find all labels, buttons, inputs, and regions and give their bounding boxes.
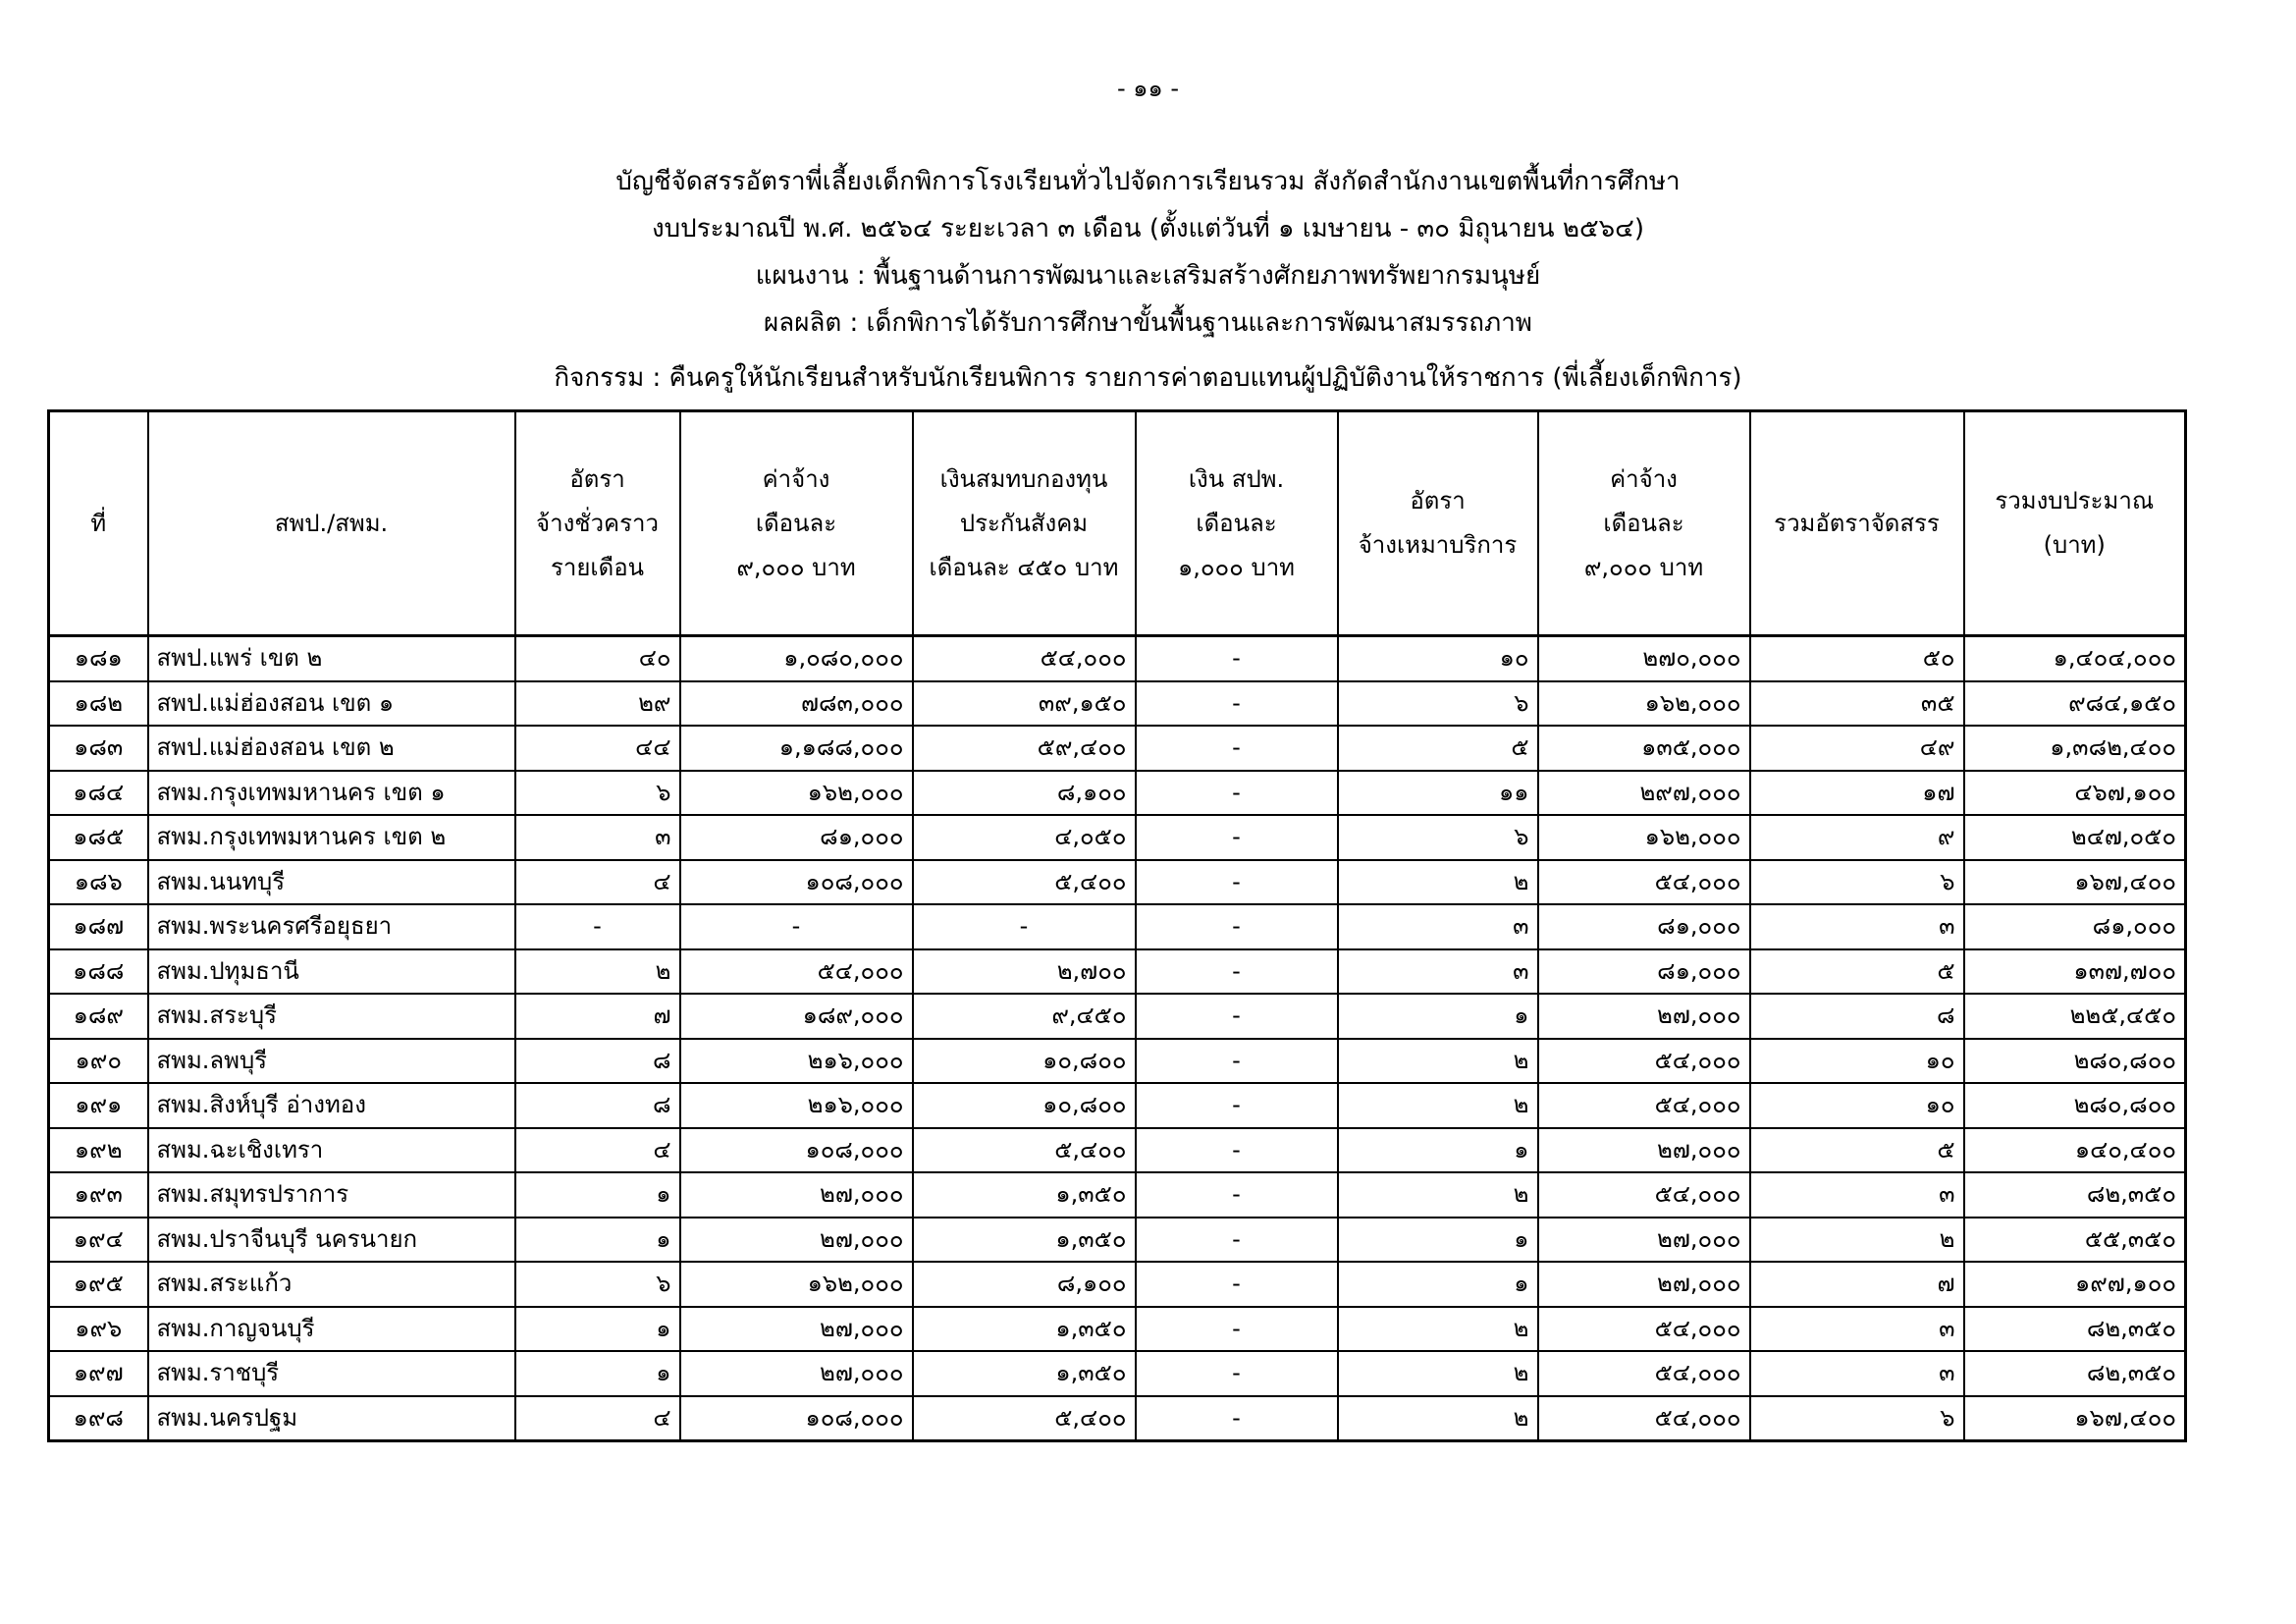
cell-col-temp-rate: ๑ <box>515 1218 680 1263</box>
table-row <box>49 904 2186 949</box>
cell-col-social-security: ๓๙,๑๕๐ <box>913 681 1136 727</box>
cell-col-total-rate: ๓ <box>1750 1351 1964 1396</box>
header-col-total-rate <box>1750 411 1964 636</box>
cell-col-office: สพป.แม่ฮ่องสอน เขต ๒ <box>148 726 515 771</box>
cell-col-service-rate: ๑ <box>1338 1218 1538 1263</box>
table-header <box>49 411 2186 636</box>
cell-col-temp-wage: ๑๖๒,๐๐๐ <box>680 771 913 816</box>
table-row <box>49 1351 2186 1396</box>
cell-col-spp-fund: - <box>1136 1083 1338 1128</box>
cell-col-office: สพม.กาญจนบุรี <box>148 1307 515 1352</box>
cell-col-total-budget: ๒๘๐,๘๐๐ <box>1964 1083 2186 1128</box>
cell-col-temp-rate: ๔ <box>515 860 680 905</box>
budget-period: งบประมาณปี พ.ศ. ๒๕๖๔ ระยะเวลา ๓ เดือน (ตั้งแต่วันที่ ๑ เมษายน - ๓๐ มิถุนายน ๒๕๖๔) <box>651 214 1644 244</box>
cell-col-temp-wage: ๗๘๓,๐๐๐ <box>680 681 913 727</box>
cell-col-total-budget: ๑๖๗,๔๐๐ <box>1964 860 2186 905</box>
page-number: - ๑๑ - <box>1116 75 1180 102</box>
cell-col-total-budget: ๕๕,๓๕๐ <box>1964 1218 2186 1263</box>
cell-col-total-rate: ๙ <box>1750 815 1964 860</box>
cell-col-temp-wage: ๒๑๖,๐๐๐ <box>680 1083 913 1128</box>
header-line: ๑,๐๐๐ บาท <box>1178 553 1295 581</box>
header-line: ๙,๐๐๐ บาท <box>736 553 856 581</box>
cell-col-temp-rate: ๑ <box>515 1307 680 1352</box>
cell-col-social-security: ๑,๓๕๐ <box>913 1307 1136 1352</box>
cell-col-social-security: ๕,๔๐๐ <box>913 1396 1136 1441</box>
cell-col-service-wage: ๕๔,๐๐๐ <box>1538 1307 1750 1352</box>
cell-col-total-rate: ๒ <box>1750 1218 1964 1263</box>
cell-col-social-security: ๑,๓๕๐ <box>913 1218 1136 1263</box>
table-row <box>49 1218 2186 1263</box>
header-line: เดือนละ <box>1196 509 1277 537</box>
cell-col-total-budget: ๒๘๐,๘๐๐ <box>1964 1039 2186 1084</box>
cell-col-service-wage: ๕๔,๐๐๐ <box>1538 1396 1750 1441</box>
cell-col-service-rate: ๖ <box>1338 681 1538 727</box>
cell-col-service-wage: ๑๖๒,๐๐๐ <box>1538 815 1750 860</box>
cell-col-service-rate: ๑๐ <box>1338 636 1538 681</box>
cell-col-temp-wage: - <box>680 904 913 949</box>
cell-col-service-rate: ๒ <box>1338 1396 1538 1441</box>
cell-col-total-rate: ๖ <box>1750 1396 1964 1441</box>
cell-col-total-rate: ๓ <box>1750 904 1964 949</box>
cell-col-spp-fund: - <box>1136 1262 1338 1307</box>
cell-col-total-rate: ๓ <box>1750 1172 1964 1218</box>
table-body <box>49 636 2186 1441</box>
cell-col-total-rate: ๑๐ <box>1750 1083 1964 1128</box>
header-line: เงิน สปพ. <box>1188 464 1285 493</box>
table-row <box>49 1172 2186 1218</box>
cell-col-total-budget: ๔๖๗,๑๐๐ <box>1964 771 2186 816</box>
cell-col-service-wage: ๕๔,๐๐๐ <box>1538 1083 1750 1128</box>
cell-col-office: สพป.แพร่ เขต ๒ <box>148 636 515 681</box>
cell-col-social-security: ๑,๓๕๐ <box>913 1351 1136 1396</box>
cell-col-temp-rate: ๒ <box>515 949 680 995</box>
cell-col-office: สพม.นครปฐม <box>148 1396 515 1441</box>
header-line: ค่าจ้าง <box>1610 464 1678 493</box>
cell-col-temp-wage: ๑,๐๘๐,๐๐๐ <box>680 636 913 681</box>
activity-line: กิจกรรม : คืนครูให้นักเรียนสำหรับนักเรียนพิการ รายการค่าตอบแทนผู้ปฏิบัติงานให้ราชการ (พี่เลี้ยงเด็กพิการ) <box>554 363 1742 393</box>
cell-col-service-rate: ๖ <box>1338 815 1538 860</box>
cell-col-temp-rate: ๖ <box>515 771 680 816</box>
cell-col-office: สพม.สระบุรี <box>148 994 515 1039</box>
cell-col-total-rate: ๓๕ <box>1750 681 1964 727</box>
header-row <box>49 411 2186 636</box>
header-line: เดือนละ <box>755 509 837 537</box>
cell-col-no: ๑๘๘ <box>49 949 148 995</box>
header-col-no <box>49 411 148 636</box>
cell-col-spp-fund: - <box>1136 681 1338 727</box>
table-row <box>49 1307 2186 1352</box>
cell-col-service-wage: ๕๔,๐๐๐ <box>1538 1039 1750 1084</box>
header-line: สพป./สพม. <box>274 509 389 537</box>
cell-col-spp-fund: - <box>1136 949 1338 995</box>
table-row <box>49 1039 2186 1084</box>
header-line: อัตรา <box>1410 487 1466 514</box>
cell-col-office: สพม.สระแก้ว <box>148 1262 515 1307</box>
header-col-social-security <box>913 411 1136 636</box>
cell-col-spp-fund: - <box>1136 1172 1338 1218</box>
cell-col-office: สพม.ลพบุรี <box>148 1039 515 1084</box>
cell-col-service-wage: ๒๗,๐๐๐ <box>1538 1218 1750 1263</box>
cell-col-temp-rate: ๔ <box>515 1128 680 1173</box>
header-col-temp-wage <box>680 411 913 636</box>
cell-col-no: ๑๙๗ <box>49 1351 148 1396</box>
cell-col-total-rate: ๓ <box>1750 1307 1964 1352</box>
cell-col-temp-rate: ๑ <box>515 1172 680 1218</box>
cell-col-temp-rate: ๑ <box>515 1351 680 1396</box>
cell-col-total-budget: ๘๑,๐๐๐ <box>1964 904 2186 949</box>
cell-col-office: สพม.นนทบุรี <box>148 860 515 905</box>
cell-col-office: สพม.พระนครศรีอยุธยา <box>148 904 515 949</box>
cell-col-office: สพม.สมุทรปราการ <box>148 1172 515 1218</box>
table-row <box>49 1396 2186 1441</box>
cell-col-social-security: ๕๙,๔๐๐ <box>913 726 1136 771</box>
cell-col-spp-fund: - <box>1136 771 1338 816</box>
cell-col-temp-wage: ๑๐๘,๐๐๐ <box>680 1396 913 1441</box>
output-line: ผลผลิต : เด็กพิการได้รับการศึกษาขั้นพื้นฐานและการพัฒนาสมรรถภาพ <box>764 308 1532 338</box>
header-col-temp-rate <box>515 411 680 636</box>
cell-col-temp-wage: ๒๗,๐๐๐ <box>680 1351 913 1396</box>
cell-col-temp-wage: ๘๑,๐๐๐ <box>680 815 913 860</box>
cell-col-social-security: ๒,๗๐๐ <box>913 949 1136 995</box>
header-line: เดือนละ ๔๕๐ บาท <box>929 553 1119 581</box>
cell-col-service-wage: ๒๙๗,๐๐๐ <box>1538 771 1750 816</box>
cell-col-total-budget: ๑๙๗,๑๐๐ <box>1964 1262 2186 1307</box>
cell-col-service-rate: ๒ <box>1338 1307 1538 1352</box>
cell-col-spp-fund: - <box>1136 815 1338 860</box>
cell-col-service-rate: ๒ <box>1338 1351 1538 1396</box>
cell-col-social-security: ๑๐,๘๐๐ <box>913 1039 1136 1084</box>
cell-col-no: ๑๙๖ <box>49 1307 148 1352</box>
cell-col-total-budget: ๑๔๐,๔๐๐ <box>1964 1128 2186 1173</box>
cell-col-service-wage: ๘๑,๐๐๐ <box>1538 904 1750 949</box>
cell-col-no: ๑๘๗ <box>49 904 148 949</box>
cell-col-service-rate: ๑ <box>1338 1262 1538 1307</box>
cell-col-temp-wage: ๒๗,๐๐๐ <box>680 1307 913 1352</box>
cell-col-total-budget: ๙๘๔,๑๕๐ <box>1964 681 2186 727</box>
cell-col-total-rate: ๑๗ <box>1750 771 1964 816</box>
cell-col-spp-fund: - <box>1136 1396 1338 1441</box>
cell-col-total-budget: ๘๒,๓๕๐ <box>1964 1351 2186 1396</box>
cell-col-service-rate: ๑ <box>1338 994 1538 1039</box>
cell-col-service-wage: ๕๔,๐๐๐ <box>1538 1172 1750 1218</box>
cell-col-service-wage: ๒๗,๐๐๐ <box>1538 1128 1750 1173</box>
cell-col-service-rate: ๑ <box>1338 1128 1538 1173</box>
cell-col-temp-rate: ๔ <box>515 1396 680 1441</box>
cell-col-service-wage: ๘๑,๐๐๐ <box>1538 949 1750 995</box>
table-row <box>49 771 2186 816</box>
cell-col-no: ๑๙๓ <box>49 1172 148 1218</box>
cell-col-no: ๑๙๔ <box>49 1218 148 1263</box>
header-col-spp-fund <box>1136 411 1338 636</box>
cell-col-social-security: ๘,๑๐๐ <box>913 771 1136 816</box>
cell-col-no: ๑๙๒ <box>49 1128 148 1173</box>
table-row <box>49 681 2186 727</box>
cell-col-no: ๑๙๐ <box>49 1039 148 1084</box>
table-row <box>49 636 2186 681</box>
cell-col-service-wage: ๒๗,๐๐๐ <box>1538 1262 1750 1307</box>
cell-col-total-budget: ๑๓๗,๗๐๐ <box>1964 949 2186 995</box>
cell-col-service-wage: ๑๖๒,๐๐๐ <box>1538 681 1750 727</box>
cell-col-spp-fund: - <box>1136 726 1338 771</box>
cell-col-temp-wage: ๑๘๙,๐๐๐ <box>680 994 913 1039</box>
cell-col-social-security: ๑,๓๕๐ <box>913 1172 1136 1218</box>
cell-col-temp-rate: ๘ <box>515 1083 680 1128</box>
table-row <box>49 1128 2186 1173</box>
cell-col-temp-wage: ๕๔,๐๐๐ <box>680 949 913 995</box>
cell-col-no: ๑๘๙ <box>49 994 148 1039</box>
cell-col-temp-wage: ๒๗,๐๐๐ <box>680 1218 913 1263</box>
cell-col-social-security: - <box>913 904 1136 949</box>
cell-col-temp-wage: ๑๖๒,๐๐๐ <box>680 1262 913 1307</box>
cell-col-office: สพม.ฉะเชิงเทรา <box>148 1128 515 1173</box>
table-row <box>49 1083 2186 1128</box>
cell-col-temp-rate: ๖ <box>515 1262 680 1307</box>
cell-col-total-budget: ๘๒,๓๕๐ <box>1964 1307 2186 1352</box>
cell-col-social-security: ๘,๑๐๐ <box>913 1262 1136 1307</box>
cell-col-total-budget: ๒๒๕,๔๕๐ <box>1964 994 2186 1039</box>
cell-col-spp-fund: - <box>1136 860 1338 905</box>
table-row <box>49 815 2186 860</box>
header-line: ที่ <box>90 509 107 537</box>
cell-col-no: ๑๙๕ <box>49 1262 148 1307</box>
header-line: ประกันสังคม <box>959 509 1089 537</box>
cell-col-temp-rate: ๒๙ <box>515 681 680 727</box>
table-row <box>49 860 2186 905</box>
cell-col-social-security: ๕,๔๐๐ <box>913 1128 1136 1173</box>
cell-col-total-budget: ๑๖๗,๔๐๐ <box>1964 1396 2186 1441</box>
cell-col-service-rate: ๕ <box>1338 726 1538 771</box>
cell-col-temp-wage: ๑,๑๘๘,๐๐๐ <box>680 726 913 771</box>
cell-col-total-rate: ๕ <box>1750 949 1964 995</box>
cell-col-temp-rate: - <box>515 904 680 949</box>
cell-col-temp-rate: ๗ <box>515 994 680 1039</box>
plan-line: แผนงาน : พื้นฐานด้านการพัฒนาและเสริมสร้างศักยภาพทรัพยากรมนุษย์ <box>755 261 1541 291</box>
cell-col-no: ๑๘๒ <box>49 681 148 727</box>
cell-col-office: สพป.แม่ฮ่องสอน เขต ๑ <box>148 681 515 727</box>
cell-col-temp-rate: ๔๐ <box>515 636 680 681</box>
cell-col-spp-fund: - <box>1136 1351 1338 1396</box>
cell-col-office: สพม.สิงห์บุรี อ่างทอง <box>148 1083 515 1128</box>
cell-col-social-security: ๑๐,๘๐๐ <box>913 1083 1136 1128</box>
cell-col-office: สพม.กรุงเทพมหานคร เขต ๑ <box>148 771 515 816</box>
cell-col-spp-fund: - <box>1136 1039 1338 1084</box>
cell-col-temp-wage: ๒๑๖,๐๐๐ <box>680 1039 913 1084</box>
header-line: รายเดือน <box>550 553 645 581</box>
cell-col-total-rate: ๖ <box>1750 860 1964 905</box>
cell-col-social-security: ๕,๔๐๐ <box>913 860 1136 905</box>
cell-col-no: ๑๘๖ <box>49 860 148 905</box>
header-line: ๙,๐๐๐ บาท <box>1583 553 1704 581</box>
header-line: ค่าจ้าง <box>762 464 830 493</box>
cell-col-spp-fund: - <box>1136 1307 1338 1352</box>
cell-col-total-budget: ๒๔๗,๐๕๐ <box>1964 815 2186 860</box>
cell-col-temp-rate: ๔๔ <box>515 726 680 771</box>
cell-col-spp-fund: - <box>1136 636 1338 681</box>
cell-col-office: สพม.ปราจีนบุรี นครนายก <box>148 1218 515 1263</box>
cell-col-service-rate: ๒ <box>1338 1039 1538 1084</box>
allocation-table <box>47 409 2187 1442</box>
table-row <box>49 726 2186 771</box>
cell-col-social-security: ๕๔,๐๐๐ <box>913 636 1136 681</box>
cell-col-total-rate: ๔๙ <box>1750 726 1964 771</box>
cell-col-service-rate: ๑๑ <box>1338 771 1538 816</box>
cell-col-service-wage: ๒๗๐,๐๐๐ <box>1538 636 1750 681</box>
cell-col-total-rate: ๑๐ <box>1750 1039 1964 1084</box>
cell-col-total-budget: ๑,๔๐๔,๐๐๐ <box>1964 636 2186 681</box>
cell-col-social-security: ๙,๔๕๐ <box>913 994 1136 1039</box>
table-row <box>49 1262 2186 1307</box>
cell-col-service-wage: ๑๓๕,๐๐๐ <box>1538 726 1750 771</box>
header-col-service-rate <box>1338 411 1538 636</box>
cell-col-no: ๑๘๔ <box>49 771 148 816</box>
header-line: รวมงบประมาณ <box>1995 487 2155 514</box>
cell-col-no: ๑๙๘ <box>49 1396 148 1441</box>
cell-col-service-wage: ๕๔,๐๐๐ <box>1538 860 1750 905</box>
cell-col-service-rate: ๒ <box>1338 860 1538 905</box>
header-col-total-budget <box>1964 411 2186 636</box>
header-line: จ้างเหมาบริการ <box>1358 531 1518 559</box>
cell-col-total-rate: ๕ <box>1750 1128 1964 1173</box>
cell-col-office: สพม.ปทุมธานี <box>148 949 515 995</box>
cell-col-service-wage: ๕๔,๐๐๐ <box>1538 1351 1750 1396</box>
cell-col-service-wage: ๒๗,๐๐๐ <box>1538 994 1750 1039</box>
cell-col-temp-wage: ๒๗,๐๐๐ <box>680 1172 913 1218</box>
cell-col-total-rate: ๗ <box>1750 1262 1964 1307</box>
cell-col-temp-rate: ๘ <box>515 1039 680 1084</box>
cell-col-no: ๑๘๕ <box>49 815 148 860</box>
header-col-office <box>148 411 515 636</box>
cell-col-total-budget: ๑,๓๘๒,๔๐๐ <box>1964 726 2186 771</box>
cell-col-service-rate: ๒ <box>1338 1172 1538 1218</box>
cell-col-office: สพม.ราชบุรี <box>148 1351 515 1396</box>
header-line: เงินสมทบกองทุน <box>939 464 1108 493</box>
header-line: จ้างชั่วคราว <box>536 509 659 537</box>
header-line: (บาท) <box>2043 531 2106 559</box>
cell-col-social-security: ๔,๐๕๐ <box>913 815 1136 860</box>
table-row <box>49 949 2186 995</box>
cell-col-no: ๑๘๓ <box>49 726 148 771</box>
cell-col-spp-fund: - <box>1136 1218 1338 1263</box>
cell-col-total-rate: ๕๐ <box>1750 636 1964 681</box>
header-line: เดือนละ <box>1603 509 1684 537</box>
cell-col-total-budget: ๘๒,๓๕๐ <box>1964 1172 2186 1218</box>
cell-col-spp-fund: - <box>1136 904 1338 949</box>
cell-col-service-rate: ๓ <box>1338 904 1538 949</box>
table-row <box>49 994 2186 1039</box>
cell-col-spp-fund: - <box>1136 1128 1338 1173</box>
header-line: อัตรา <box>569 464 625 493</box>
header-line: รวมอัตราจัดสรร <box>1774 509 1940 537</box>
document-title: บัญชีจัดสรรอัตราพี่เลี้ยงเด็กพิการโรงเรียนทั่วไปจัดการเรียนรวม สังกัดสำนักงานเขตพื้นที่การศึกษา <box>615 167 1681 196</box>
cell-col-spp-fund: - <box>1136 994 1338 1039</box>
cell-col-no: ๑๙๑ <box>49 1083 148 1128</box>
cell-col-total-rate: ๘ <box>1750 994 1964 1039</box>
cell-col-service-rate: ๒ <box>1338 1083 1538 1128</box>
cell-col-temp-rate: ๓ <box>515 815 680 860</box>
header-col-service-wage <box>1538 411 1750 636</box>
cell-col-office: สพม.กรุงเทพมหานคร เขต ๒ <box>148 815 515 860</box>
cell-col-service-rate: ๓ <box>1338 949 1538 995</box>
cell-col-no: ๑๘๑ <box>49 636 148 681</box>
cell-col-temp-wage: ๑๐๘,๐๐๐ <box>680 860 913 905</box>
cell-col-temp-wage: ๑๐๘,๐๐๐ <box>680 1128 913 1173</box>
